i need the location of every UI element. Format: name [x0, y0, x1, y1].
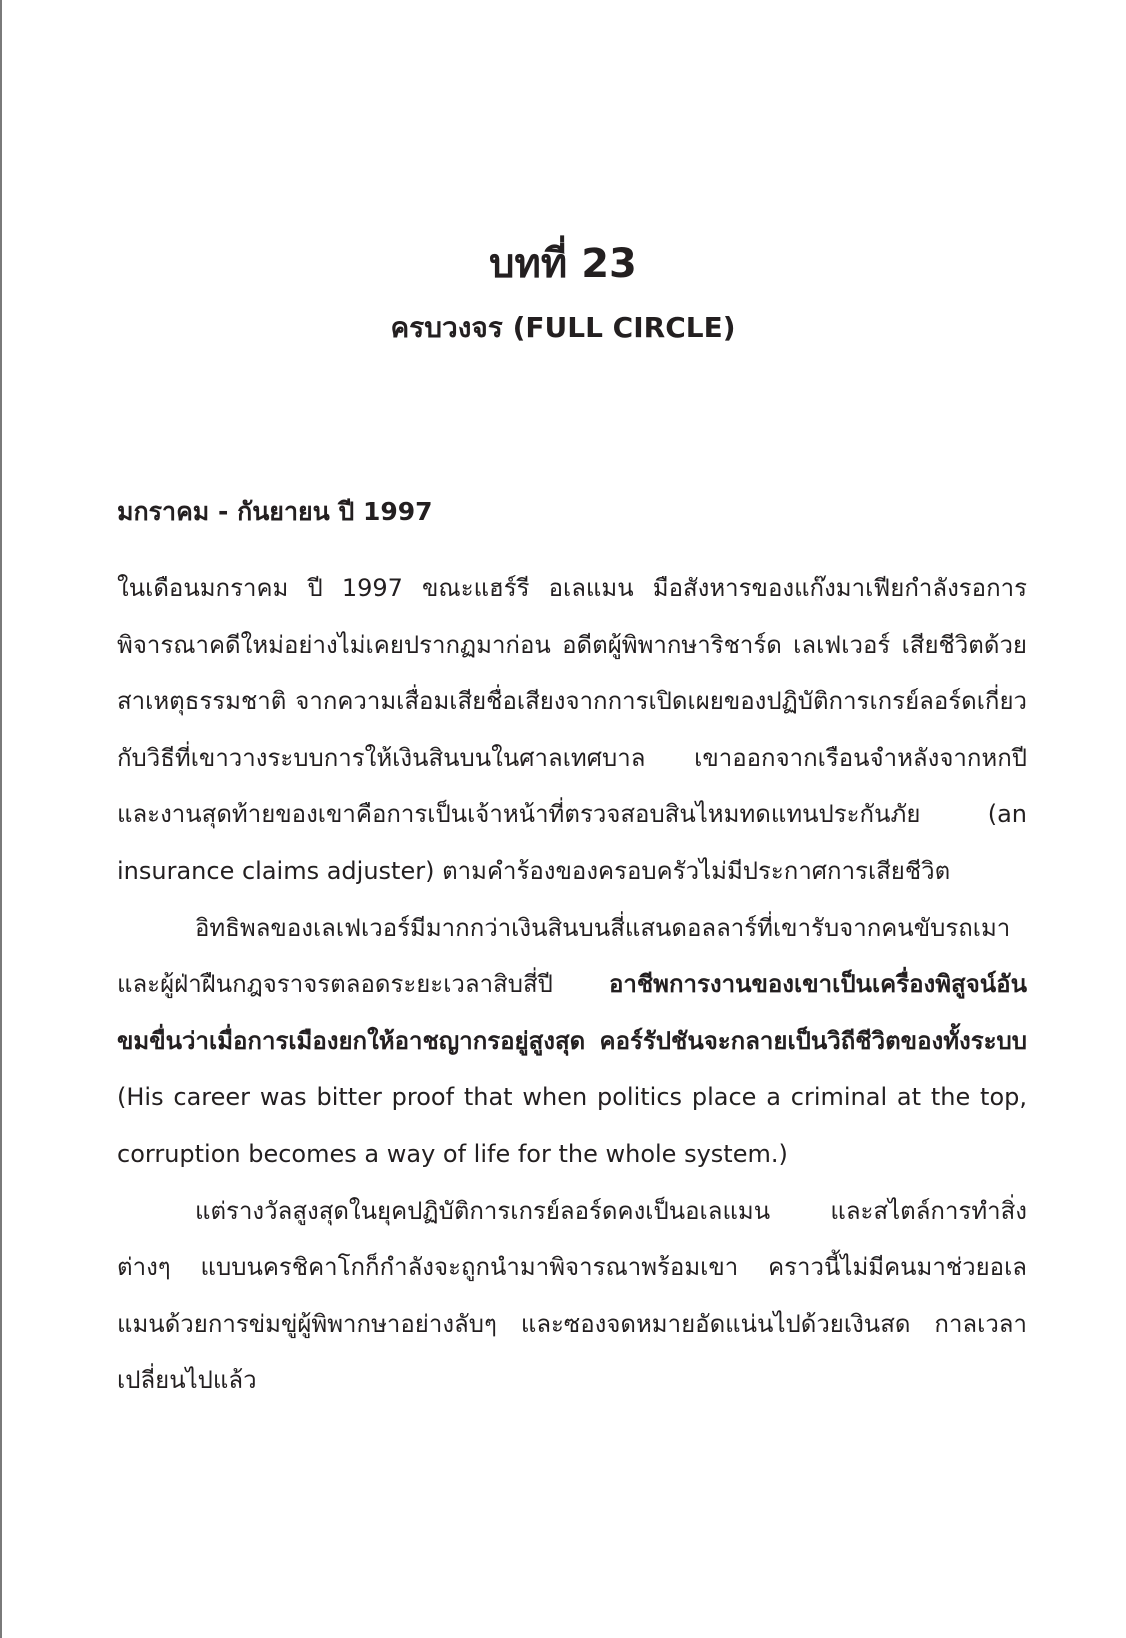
paragraph-1: ในเดือนมกราคม ปี 1997 ขณะแฮร์รี อเลแมน มือสังหารของแก๊งมาเฟียกำลังรอการพิจารณาคดีใหม่อย่างไม่เคยปรากฏมาก่อน อดีตผู้พิพากษาริชาร์ด เลเฟเวอร์ เสียชีวิตด้วยสาเหตุธรรมชาติ จากความเสื่อมเสียชื่อเสียงจากการเปิดเผยของปฏิบัติการเกรย์ลอร์ดเกี่ยวกับวิธีที่เขาวางระบบการให้เงินสินบนในศาลเทศบาล เขาออกจากเรือนจำหลังจากหกปี และงานสุดท้ายของเขาคือการเป็นเจ้าหน้าที่ตรวจสอบสินไหมทดแทนประกันภัย (an insurance claims adjuster) ตามคำร้องของครอบครัวไม่มีประกาศการเสียชีวิต	[117, 574, 1027, 885]
paragraph-2-emphasis: อาชีพการงานของเขาเป็นเครื่องพิสูจน์อันขมขื่นว่าเมื่อการเมืองยกให้อาชญากรอยู่สูงสุด คอร์รัปชันจะกลายเป็นวิถีชีวิตของทั้งระบบ	[117, 970, 1027, 1055]
section-heading: มกราคม - กันยายน ปี 1997	[117, 497, 433, 526]
paragraph-2-translation: (His career was bitter proof that when politics place a criminal at the top, corruption becomes a way of life for the whole system.)	[117, 1083, 1027, 1168]
paragraph-2	[117, 900, 1027, 1183]
chapter-subtitle: ครบวงจร (FULL CIRCLE)	[390, 311, 736, 344]
chapter-title: บทที่ 23	[489, 241, 637, 287]
paragraph-2-text: อิทธิพลของเลเฟเวอร์มีมากกว่าเงินสินบนสี่แสนดอลลาร์ที่เขารับจากคนขับรถเมาและผู้ฝ่าฝืนกฎจราจรตลอดระยะเวลาสิบสี่ปี	[117, 913, 1011, 999]
body-text	[117, 560, 1027, 1409]
paragraph-3: แต่รางวัลสูงสุดในยุคปฏิบัติการเกรย์ลอร์ดคงเป็นอเลแมน และสไตล์การทำสิ่งต่างๆ แบบนครชิคาโกก็กำลังจะถูกนำมาพิจารณาพร้อมเขา คราวนี้ไม่มีคนมาช่วยอเลแมนด้วยการข่มขู่ผู้พิพากษาอย่างลับๆ และซองจดหมายอัดแน่นไปด้วยเงินสด กาลเวลาเปลี่ยนไปแล้ว	[117, 1196, 1027, 1395]
